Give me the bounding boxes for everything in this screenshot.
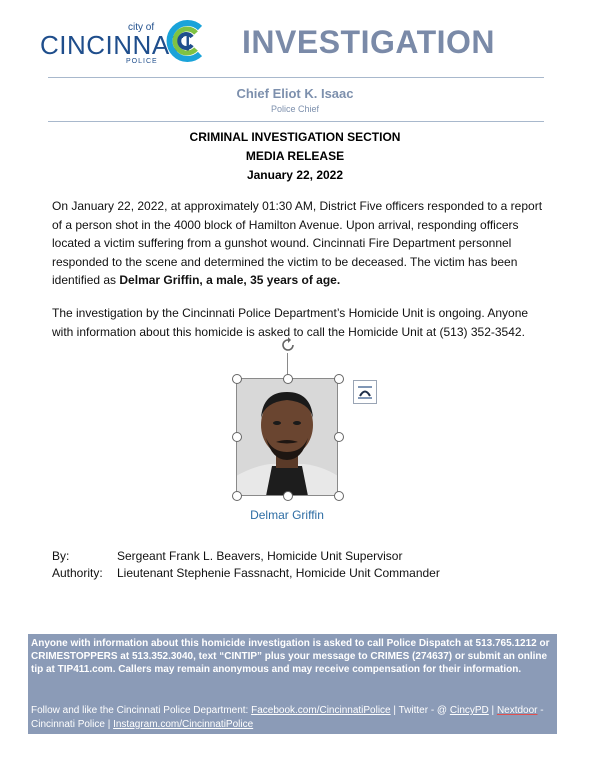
resize-handle-top-left[interactable]: [232, 374, 242, 384]
incident-text: On January 22, 2022, at approximately 01:30 AM, District Five officers responded to a report of a person shot in the 4000 block of Hamilton Avenue. Upon arrival, responding officers located a victim suffering from a gunshot wound. Cincinnati Fire Department personnel responded to the scene and determined the victim to be deceased. The victim has been identified as: [52, 199, 543, 288]
by-label: By:: [52, 549, 70, 563]
footer-notice-box: [28, 634, 557, 734]
resize-handle-top-right[interactable]: [334, 374, 344, 384]
release-type-heading: MEDIA RELEASE: [245, 149, 345, 163]
logo-c-swirl-icon: [162, 18, 208, 64]
header-divider-bottom: [48, 121, 544, 122]
separator-nextdoor: |: [488, 705, 497, 716]
logo-police: POLICE: [126, 58, 158, 65]
resize-handle-top-center[interactable]: [283, 374, 293, 384]
authority-value: Lieutenant Stephenie Fassnacht, Homicide Unit Commander: [117, 566, 440, 580]
nextdoor-word[interactable]: Nextdoor: [496, 705, 538, 716]
follow-prefix: Follow and like the Cincinnati Police Department:: [31, 705, 252, 716]
footer-social-links: [31, 704, 553, 731]
chief-title: Police Chief: [270, 104, 320, 114]
release-date: January 22, 2022: [246, 168, 344, 182]
resize-handle-bottom-center[interactable]: [283, 491, 293, 501]
instagram-link[interactable]: Instagram.com/CincinnatiPolice: [113, 718, 254, 730]
victim-identity: Delmar Griffin, a male, 35 years of age.: [119, 273, 341, 288]
separator-instagram: |: [104, 718, 114, 730]
layout-options-icon: [354, 381, 376, 403]
resize-handle-middle-left[interactable]: [232, 432, 242, 442]
investigation-paragraph: The investigation by the Cincinnati Police Department’s Homicide Unit is ongoing. Anyone with information about this homicide is asked to call the Homicide Unit at (513) 352-3542.: [52, 306, 529, 339]
incident-paragraph: [52, 197, 552, 290]
rotate-handle-icon[interactable]: [280, 337, 296, 353]
resize-handle-middle-right[interactable]: [334, 432, 344, 442]
twitter-link[interactable]: CincyPD: [449, 705, 489, 716]
resize-handle-bottom-right[interactable]: [334, 491, 344, 501]
resize-handle-bottom-left[interactable]: [232, 491, 242, 501]
header-divider-top: [48, 77, 544, 78]
nextdoor-rest: - Cincinnati Police: [31, 705, 544, 730]
page-title: INVESTIGATION: [242, 24, 496, 60]
separator-twitter: | Twitter - @: [390, 705, 450, 716]
layout-options-button[interactable]: [353, 380, 377, 404]
logo-city-of: city of: [128, 22, 155, 33]
cincinnati-police-logo: [38, 18, 208, 70]
by-value: Sergeant Frank L. Beavers, Homicide Unit Supervisor: [117, 549, 403, 563]
image-selection-frame: [236, 378, 338, 496]
logo-wordmark: CINCINNATI: [40, 30, 192, 60]
photo-caption: Delmar Griffin: [250, 508, 324, 522]
authority-label: Authority:: [52, 566, 103, 580]
footer-notice-text: Anyone with information about this homicide investigation is asked to call Police Dispatch at 513.765.1212 or CRIMESTOPPERS at 513.352.3040, text “CINTIP” plus your message to CRIMES (274637) or submit an online tip at TIP411.com. Callers may remain anonymous and may receive compensation for their information.: [31, 638, 550, 675]
facebook-link[interactable]: Facebook.com/CincinnatiPolice: [251, 705, 391, 716]
section-heading: CRIMINAL INVESTIGATION SECTION: [189, 130, 401, 144]
chief-name: Chief Eliot K. Isaac: [236, 86, 354, 101]
